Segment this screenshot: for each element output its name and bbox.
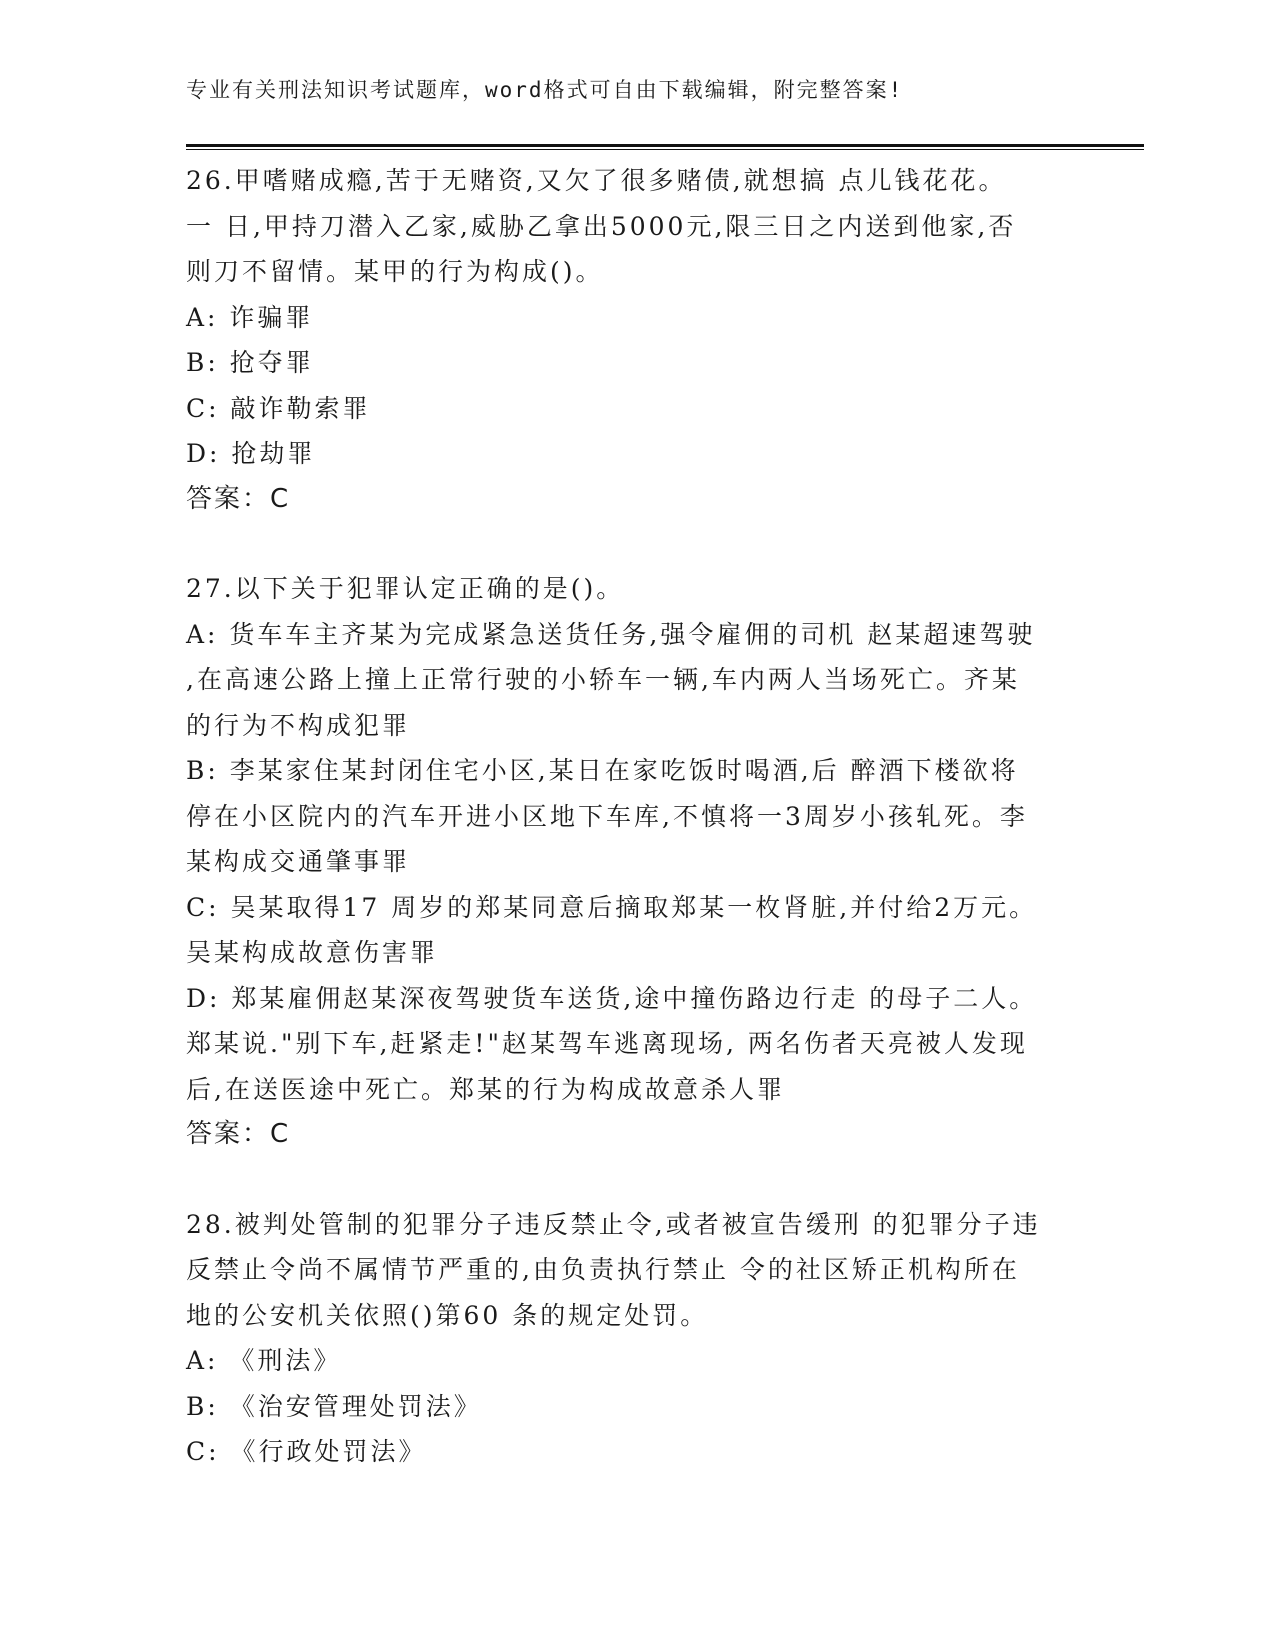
question-stem-line: 27.以下关于犯罪认定正确的是()。	[186, 574, 625, 603]
option-c: C: 敲诈勒索罪	[186, 393, 371, 423]
option-b-continued: 停在小区院内的汽车开进小区地下车库,不慎将一3周岁小孩轧死。李	[186, 801, 1028, 831]
question-stem-line: 地的公安机关依照()第60 条的规定处罚。	[186, 1300, 709, 1330]
option-a-continued: 的行为不构成犯罪	[186, 710, 411, 740]
question-stem-line: 则刀不留情。某甲的行为构成()。	[186, 257, 604, 286]
question-list	[186, 158, 1086, 1519]
question-28	[186, 1202, 1086, 1475]
question-26	[186, 158, 1086, 522]
option-d-continued: 后,在送医途中死亡。郑某的行为构成故意杀人罪	[186, 1074, 785, 1104]
option-a: A: 诈骗罪	[186, 302, 314, 332]
option-b-continued: 某构成交通肇事罪	[186, 847, 411, 876]
option-c-continued: 吴某构成故意伤害罪	[186, 938, 439, 967]
option-b: B: 抢夺罪	[186, 348, 314, 377]
question-stem-line: 28.被判处管制的犯罪分子违反禁止令,或者被宣告缓刑 的犯罪分子违	[186, 1209, 1041, 1239]
option-a: A: 货车车主齐某为完成紧急送货任务,强令雇佣的司机 赵某超速驾驶	[186, 619, 1036, 649]
question-stem-line: 反禁止令尚不属情节严重的,由负责执行禁止 令的社区矫正机构所在	[186, 1255, 1020, 1284]
question-27	[186, 566, 1086, 1158]
answer-line: 答案：C	[186, 483, 291, 514]
question-stem-line: 一 日,甲持刀潜入乙家,威胁乙拿出5000元,限三日之内送到他家,否	[186, 211, 1017, 241]
header-rule	[186, 144, 1144, 150]
option-d-continued: 郑某说."别下车,赶紧走!"赵某驾车逃离现场, 两名伤者天亮被人发现	[186, 1029, 1028, 1058]
question-stem-line: 26.甲嗜赌成瘾,苦于无赌资,又欠了很多赌债,就想搞 点儿钱花花。	[186, 166, 1007, 195]
option-d: D: 抢劫罪	[186, 439, 316, 468]
answer-line: 答案：C	[186, 1119, 291, 1149]
option-c: C: 吴某取得17 周岁的郑某同意后摘取郑某一枚肾脏,并付给2万元。	[186, 892, 1038, 922]
option-b: B: 李某家住某封闭住宅小区,某日在家吃饭时喝酒,后 醉酒下楼欲将	[186, 756, 1019, 785]
option-c: C: 《行政处罚法》	[186, 1437, 427, 1466]
option-d: D: 郑某雇佣赵某深夜驾驶货车送货,途中撞伤路边行走 的母子二人。	[186, 983, 1038, 1013]
option-a-continued: ,在高速公路上撞上正常行驶的小轿车一辆,车内两人当场死亡。齐某	[186, 665, 1020, 694]
option-a: A: 《刑法》	[186, 1346, 342, 1375]
option-b: B: 《治安管理处罚法》	[186, 1391, 482, 1421]
page-header: 专业有关刑法知识考试题库，word格式可自由下载编辑，附完整答案!	[186, 78, 904, 102]
